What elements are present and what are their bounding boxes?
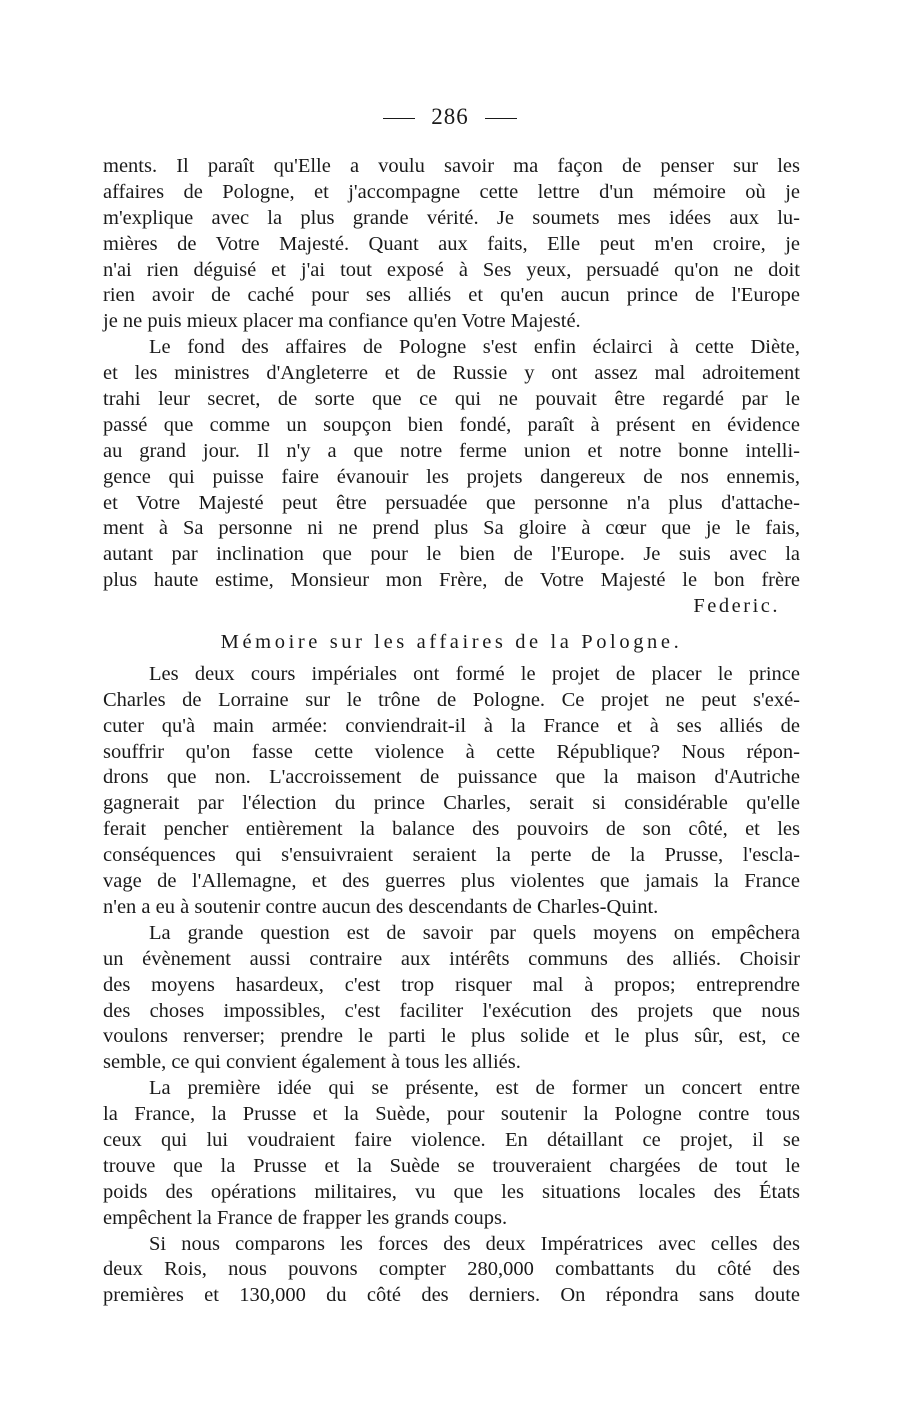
- signature: Federic.: [693, 595, 780, 618]
- text-line: gagnerait par l'élection du prince Charles, serait si considérable qu'elle: [103, 792, 800, 815]
- text-line: gence qui puisse faire évanouir les projets dangereux de nos ennemis,: [103, 465, 800, 488]
- text-line: des choses impossibles, c'est faciliter l'exécution des projets que nous: [103, 999, 800, 1022]
- page-number: 286: [431, 104, 469, 129]
- text-line: voulons renverser; prendre le parti le plus solide et le plus sûr, est, ce: [103, 1025, 800, 1048]
- text-line: autant par inclination que pour le bien de l'Europe. Je suis avec la: [103, 543, 800, 566]
- text-line: Si nous comparons les forces des deux Impératrices avec celles des: [149, 1232, 800, 1255]
- text-line: empêchent la France de frapper les grands coups.: [103, 1206, 508, 1229]
- text-line: premières et 130,000 du côté des derniers. On répondra sans doute: [103, 1284, 800, 1307]
- text-line: La première idée qui se présente, est de former un concert entre: [149, 1077, 800, 1100]
- text-line: semble, ce qui convient également à tous les alliés.: [103, 1051, 521, 1074]
- body-text: [103, 154, 800, 1309]
- section-heading: Mémoire sur les affaires de la Pologne.: [220, 631, 683, 654]
- text-line: drons que non. L'accroissement de puissance que la maison d'Autriche: [103, 766, 800, 789]
- text-line: et les ministres d'Angleterre et de Russie y ont assez mal adroitement: [103, 362, 800, 385]
- text-line: deux Rois, nous pouvons compter 280,000 combattants du côté des: [103, 1258, 800, 1281]
- text-line: et Votre Majesté peut être persuadée que personne n'a plus d'attache-: [103, 491, 800, 514]
- text-line: vage de l'Allemagne, et des guerres plus violentes que jamais la France: [103, 870, 800, 893]
- text-line: trahi leur secret, de sorte que ce qui ne pouvait être regardé par le: [103, 388, 800, 411]
- text-line: ment à Sa personne ni ne prend plus Sa gloire à cœur que je le fais,: [103, 517, 800, 540]
- text-line: n'ai rien déguisé et j'ai tout exposé à Ses yeux, persuadé qu'on ne doit: [103, 258, 800, 281]
- text-line: ferait pencher entièrement la balance des pouvoirs de son côté, et les: [103, 818, 800, 841]
- text-line: Le fond des affaires de Pologne s'est enfin éclairci à cette Diète,: [149, 336, 800, 359]
- text-line: des moyens hasardeux, c'est trop risquer mal à propos; entreprendre: [103, 973, 800, 996]
- header-dash-right: [485, 118, 517, 119]
- text-line: cuter qu'à main armée: conviendrait-il à la France et à ses alliés de: [103, 714, 800, 737]
- text-line: Les deux cours impériales ont formé le projet de placer le prince: [149, 662, 800, 685]
- text-line: passé que comme un soupçon bien fondé, paraît à présent en évidence: [103, 413, 800, 436]
- header-dash-left: [383, 118, 415, 119]
- text-line: n'en a eu à soutenir contre aucun des descendants de Charles-Quint.: [103, 895, 659, 918]
- text-line: souffrir qu'on fasse cette violence à cette République? Nous répon-: [103, 740, 800, 763]
- text-line: ceux qui lui voudraient faire violence. En détaillant ce projet, il se: [103, 1128, 800, 1151]
- page-header: [0, 104, 900, 130]
- text-line: au grand jour. Il n'y a que notre ferme union et notre bonne intelli-: [103, 439, 800, 462]
- text-line: La grande question est de savoir par quels moyens on empêchera: [149, 921, 800, 944]
- text-line: affaires de Pologne, et j'accompagne cette lettre d'un mémoire où je: [103, 180, 800, 203]
- text-line: rien avoir de caché pour ses alliés et qu'en aucun prince de l'Europe: [103, 284, 800, 307]
- text-line: je ne puis mieux placer ma confiance qu'en Votre Majesté.: [103, 310, 581, 333]
- text-line: un évènement aussi contraire aux intérêts communs des alliés. Choisir: [103, 947, 800, 970]
- text-line: ments. Il paraît qu'Elle a voulu savoir ma façon de penser sur les: [103, 155, 800, 177]
- text-line: m'explique avec la plus grande vérité. Je soumets mes idées aux lu-: [103, 206, 800, 229]
- text-line: poids des opérations militaires, vu que les situations locales des États: [103, 1180, 800, 1203]
- text-line: plus haute estime, Monsieur mon Frère, de Votre Majesté le bon frère: [103, 569, 800, 592]
- text-line: mières de Votre Majesté. Quant aux faits, Elle peut m'en croire, je: [103, 232, 800, 255]
- text-line: trouve que la Prusse et la Suède se trouveraient chargées de tout le: [103, 1154, 800, 1177]
- text-line: la France, la Prusse et la Suède, pour soutenir la Pologne contre tous: [103, 1103, 800, 1126]
- text-line: Charles de Lorraine sur le trône de Pologne. Ce projet ne peut s'exé-: [103, 688, 800, 711]
- text-line: conséquences qui s'ensuivraient seraient la perte de la Prusse, l'escla-: [103, 844, 800, 867]
